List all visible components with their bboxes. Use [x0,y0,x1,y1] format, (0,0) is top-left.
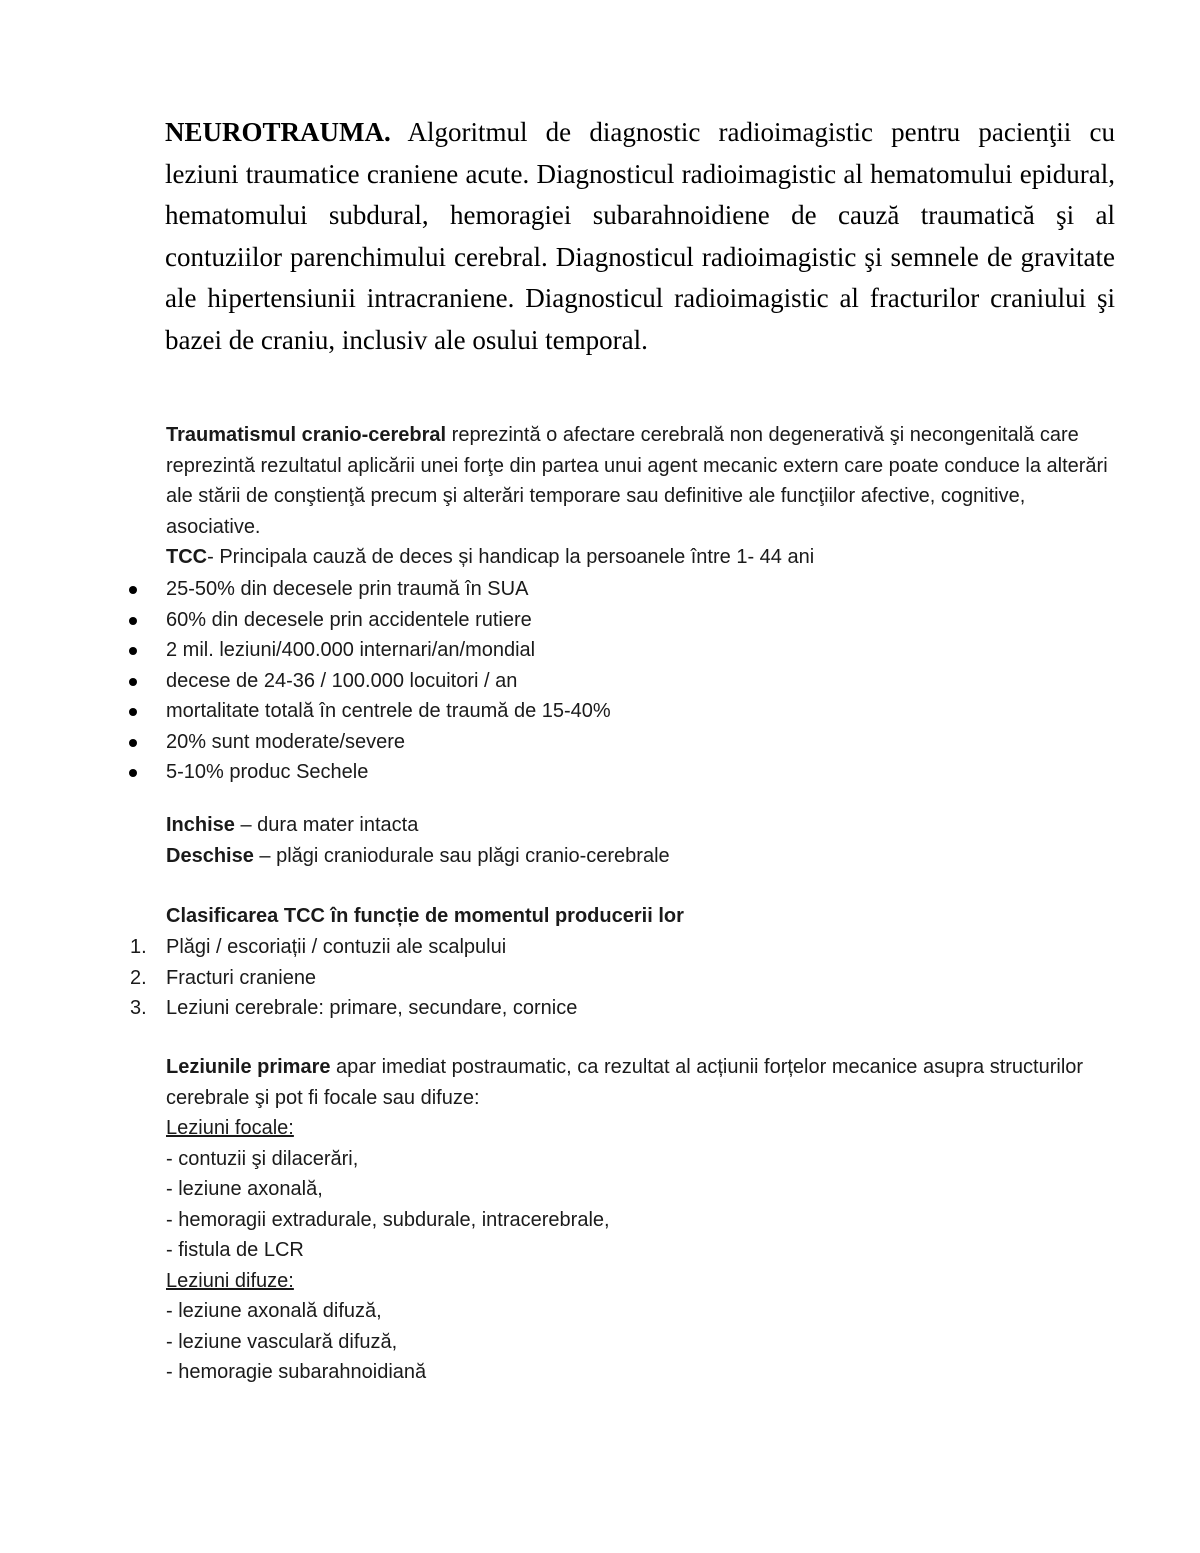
list-item: decese de 24-36 / 100.000 locuitori / an [166,666,1111,697]
tcc-text: - Principala cauză de deces și handicap la persoanele între 1- 44 ani [207,546,815,568]
closed-type [166,810,1111,841]
bullet-icon [129,769,137,777]
bullet-icon [129,739,137,747]
list-item: - hemoragii extradurale, subdurale, intracerebrale, [166,1208,610,1231]
heading-lead: NEUROTRAUMA. [165,117,391,147]
open-text: – plăgi craniodurale sau plăgi cranio-cerebrale [253,844,670,867]
closed-label: Inchise [166,814,235,836]
bullet-icon [129,708,137,716]
bullet-icon [129,678,137,686]
list-item: 20% sunt moderate/severe [166,727,1111,758]
list-item: - leziune axonală difuză, [166,1300,382,1322]
definition-term: Traumatismul cranio-cerebral [166,424,447,446]
list-item: 25-50% din decesele prin traumă în SUA [166,574,1111,605]
item-text: Plăgi / escoriații / contuzii ale scalpului [166,936,507,958]
list-item: - fistula de LCR [166,1239,304,1261]
list-item: 2 mil. leziuni/400.000 internari/an/mondial [166,635,1111,666]
item-text: Fracturi craniene [166,966,317,989]
classification-title: Clasificarea TCC în funcție de momentul producerii lor [166,905,684,927]
item-number: 3. [130,997,147,1019]
list-item [130,963,1111,994]
tcc-line [166,542,1111,573]
list-item [130,932,1111,963]
list-item: - contuzii şi dilacerări, [166,1147,359,1170]
definition-text: reprezintă o afectare cerebrală non degenerativă şi necongenitală care reprezintă rezultatul aplicării unei forţe din partea unui agent mecanic extern care poate conduce la alterări ale stării de conştienţă precum şi alterări temporare sau definitive ale funcţiilor afective, cognitive, asociative. [166,424,1108,538]
item-number: 2. [130,966,147,989]
list-item [130,993,1111,1024]
item-text: Leziuni cerebrale: primare, secundare, cornice [166,997,578,1019]
list-item: mortalitate totală în centrele de traumă de 15-40% [166,696,1111,727]
statistics-list [166,574,1111,788]
diffuse-title: Leziuni difuze: [166,1269,294,1292]
bullet-icon [129,617,137,625]
list-item: - leziune vasculară difuză, [166,1330,398,1353]
bullet-icon [129,647,137,655]
list-item: - hemoragie subarahnoidiană [166,1361,427,1383]
focal-title: Leziuni focale: [166,1117,294,1139]
list-item: 60% din decesele prin accidentele rutiere [166,605,1111,636]
primary-paragraph [166,1052,1111,1113]
classification-list [130,932,1111,1024]
document-heading [165,112,1115,361]
definition-paragraph [166,420,1111,542]
primary-lesions [166,1052,1111,1388]
heading-text: Algoritmul de diagnostic radioimagistic pentru pacienţii cu leziuni traumatice craniene acute. Diagnosticul radioimagistic al hematomului epidural, hematomului subdural, hemoragiei subarahnoidiene de cauză traumatică şi al contuziilor parenchimului cerebral. Diagnosticul radioimagistic şi semnele de gravitate ale hipertensiunii intracraniene. Diagnosticul radioimagistic al fracturilor craniului şi bazei de craniu, inclusiv ale osului temporal. [165,117,1115,355]
item-number: 1. [130,936,147,958]
intro-paragraph [166,420,1111,573]
primary-text: apar imediat postraumatic, ca rezultat al acțiunii forțelor mecanice asupra structurilor cerebrale şi pot fi focale sau difuze: [166,1056,1084,1109]
tcc-label: TCC [166,546,208,568]
closed-text: – dura mater intacta [234,814,419,836]
open-type [166,841,1111,872]
list-item: 5-10% produc Sechele [166,757,1111,788]
primary-term: Leziunile primare [166,1056,331,1078]
list-item: - leziune axonală, [166,1178,323,1200]
bullet-icon [129,586,137,594]
tcc-types [166,810,1111,871]
open-label: Deschise [166,844,254,867]
